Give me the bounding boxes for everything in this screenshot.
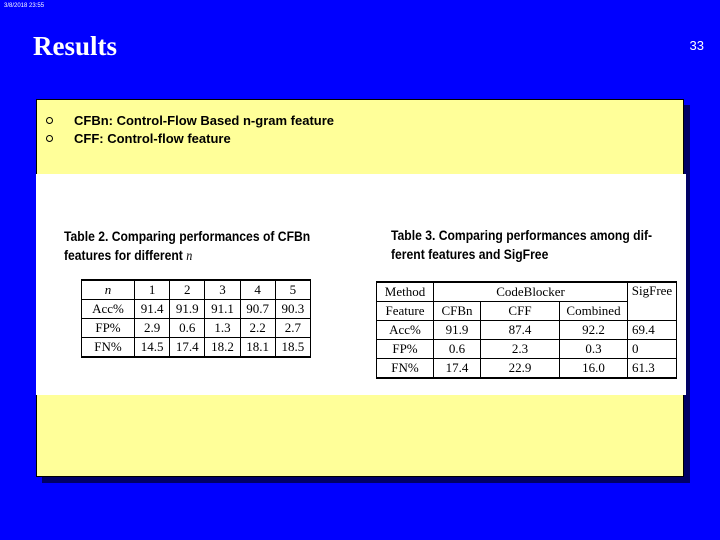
table3-caption-line1: Table 3. Comparing performances among dif-: [391, 228, 653, 243]
bullet-item: [44, 111, 334, 129]
table-cell: 18.2: [205, 338, 240, 358]
table-cell: 22.9: [481, 359, 560, 379]
table-cell: 69.4: [628, 321, 677, 340]
bullet-text: CFBn: Control-Flow Based n-gram feature: [74, 112, 335, 128]
table-header-cell: Combined: [560, 302, 628, 321]
table-cell: 17.4: [434, 359, 481, 379]
table3-caption: [391, 226, 652, 264]
table-row: [377, 359, 677, 379]
table-cell: FN%: [82, 338, 135, 358]
bullet-list: [44, 111, 334, 147]
table-header-cell: SigFree: [628, 282, 677, 321]
table-cell: 91.9: [170, 300, 205, 319]
table-cell: 92.2: [560, 321, 628, 340]
bullet-item: [44, 129, 334, 147]
table-row: [82, 319, 311, 338]
table-header-cell: 4: [240, 280, 275, 300]
bullet-circle-icon: [46, 135, 53, 142]
table-header-cell: 2: [170, 280, 205, 300]
table3-caption-line2: ferent features and SigFree: [391, 247, 549, 262]
table-cell: 2.2: [240, 319, 275, 338]
table-cell: Acc%: [377, 321, 434, 340]
table-header-cell: Method: [377, 282, 434, 302]
table-cell: 90.3: [275, 300, 310, 319]
table-cell: 0: [628, 340, 677, 359]
table-cell: Acc%: [82, 300, 135, 319]
table-cell: 18.5: [275, 338, 310, 358]
table-cell: 14.5: [135, 338, 170, 358]
table-row: [377, 340, 677, 359]
table-header-cell: 3: [205, 280, 240, 300]
table-cell: 61.3: [628, 359, 677, 379]
table-header-cell: 1: [135, 280, 170, 300]
table-cell: 91.4: [135, 300, 170, 319]
table-cell: 0.6: [434, 340, 481, 359]
table-header-row: [377, 282, 677, 302]
table2-caption-prefix: features for different: [64, 248, 187, 263]
table-cell: 16.0: [560, 359, 628, 379]
table-header-cell: 5: [275, 280, 310, 300]
table3: [376, 281, 677, 379]
table2-caption-line1: Table 2. Comparing performances of CFBn: [64, 229, 311, 244]
table-cell: FN%: [377, 359, 434, 379]
bullet-circle-icon: [46, 117, 53, 124]
table-header-cell: CodeBlocker: [434, 282, 628, 302]
table2: [81, 279, 311, 358]
table-header-cell: Feature: [377, 302, 434, 321]
table2-caption-line2: [64, 246, 310, 265]
table-cell: 90.7: [240, 300, 275, 319]
table-header-cell: CFF: [481, 302, 560, 321]
table2-caption-var: n: [186, 248, 193, 263]
table-cell: 2.7: [275, 319, 310, 338]
table-header-row: [82, 280, 311, 300]
table-cell: 0.3: [560, 340, 628, 359]
slide-number: 33: [689, 38, 704, 53]
table-cell: 0.6: [170, 319, 205, 338]
table-cell: FP%: [377, 340, 434, 359]
table-header-cell: CFBn: [434, 302, 481, 321]
bullet-text: CFF: Control-flow feature: [74, 130, 231, 146]
table-header-cell: n: [82, 280, 135, 300]
table-cell: 91.9: [434, 321, 481, 340]
table-row: [82, 300, 311, 319]
table-cell: 91.1: [205, 300, 240, 319]
table-row: [377, 321, 677, 340]
table-cell: 1.3: [205, 319, 240, 338]
slide-title: Results: [33, 31, 118, 61]
table2-caption: [64, 227, 310, 265]
table-cell: 17.4: [170, 338, 205, 358]
table-cell: 2.9: [135, 319, 170, 338]
table-row: [82, 338, 311, 358]
table-cell: 2.3: [481, 340, 560, 359]
table-cell: 87.4: [481, 321, 560, 340]
table-cell: 18.1: [240, 338, 275, 358]
timestamp: 3/8/2018 23:55: [4, 3, 45, 9]
table-cell: FP%: [82, 319, 135, 338]
